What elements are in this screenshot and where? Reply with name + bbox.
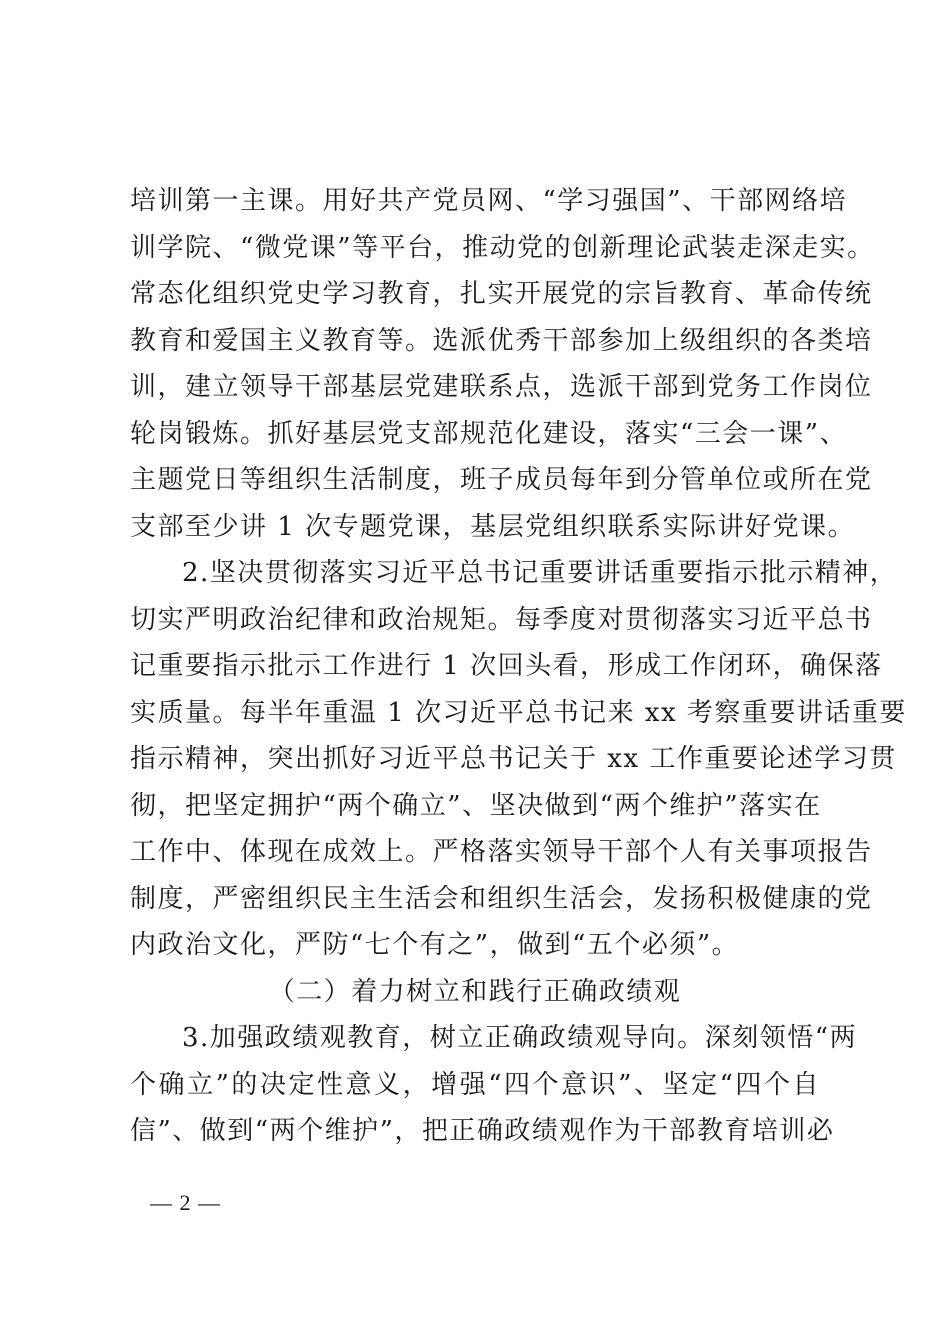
- text-line: 培训第一主课。用好共产党员网、“学习强国”、干部网络培: [130, 186, 848, 216]
- paragraph-first-line: 2.坚决贯彻落实习近平总书记重要讲话重要指示批示精神，: [182, 558, 898, 588]
- paragraph-first-line: 3.加强政绩观教育，树立正确政绩观导向。深刻领悟“两: [182, 1023, 858, 1053]
- text-line: 实质量。每半年重温 1 次习近平总书记来 xx 考察重要讲话重要: [130, 697, 907, 728]
- text-line: 彻，把坚定拥护“两个确立”、坚决做到“两个维护”落实在: [130, 790, 822, 821]
- text-line: 轮岗锻炼。抓好基层党支部规范化建设，落实“三会一课”、: [130, 418, 848, 449]
- text-line: 制度，严密组织民主生活会和组织生活会，发扬积极健康的党: [130, 883, 873, 914]
- text-line: 常态化组织党史学习教育，扎实开展党的宗旨教育、革命传统: [130, 279, 873, 309]
- text-line: 训，建立领导干部基层党建联系点，选派干部到党务工作岗位: [130, 372, 873, 402]
- text-line: 主题党日等组织生活制度，班子成员每年到分管单位或所在党: [130, 465, 873, 495]
- page-number: — 2 —: [150, 1190, 221, 1215]
- text-line: 训学院、“微党课”等平台，推动党的创新理论武装走深走实。: [130, 232, 875, 263]
- text-line: 工作中、体现在成效上。严格落实领导干部个人有关事项报告: [130, 837, 873, 867]
- section-heading: （二）着力树立和践行正确政绩观: [268, 976, 682, 1007]
- text-line: 切实严明政治纪律和政治规矩。每季度对贯彻落实习近平总书: [130, 604, 873, 635]
- text-line: 教育和爱国主义教育等。选派优秀干部参加上级组织的各类培: [130, 325, 873, 356]
- document-body: [130, 178, 907, 1155]
- text-line: 记重要指示批示工作进行 1 次回头看，形成工作闭环，确保落: [130, 651, 883, 681]
- text-line: 信”、做到“两个维护”，把正确政绩观作为干部教育培训必: [130, 1116, 835, 1146]
- text-line: 个确立”的决定性意义，增强“四个意识”、坚定“四个自: [130, 1069, 820, 1100]
- text-line: 指示精神，突出抓好习近平总书记关于 xx 工作重要论述学习贯: [130, 744, 897, 774]
- text-line: 内政治文化，严防“七个有之”，做到“五个必须”。: [130, 930, 740, 960]
- text-line: 支部至少讲 1 次专题党课，基层党组织联系实际讲好党课。: [130, 511, 856, 542]
